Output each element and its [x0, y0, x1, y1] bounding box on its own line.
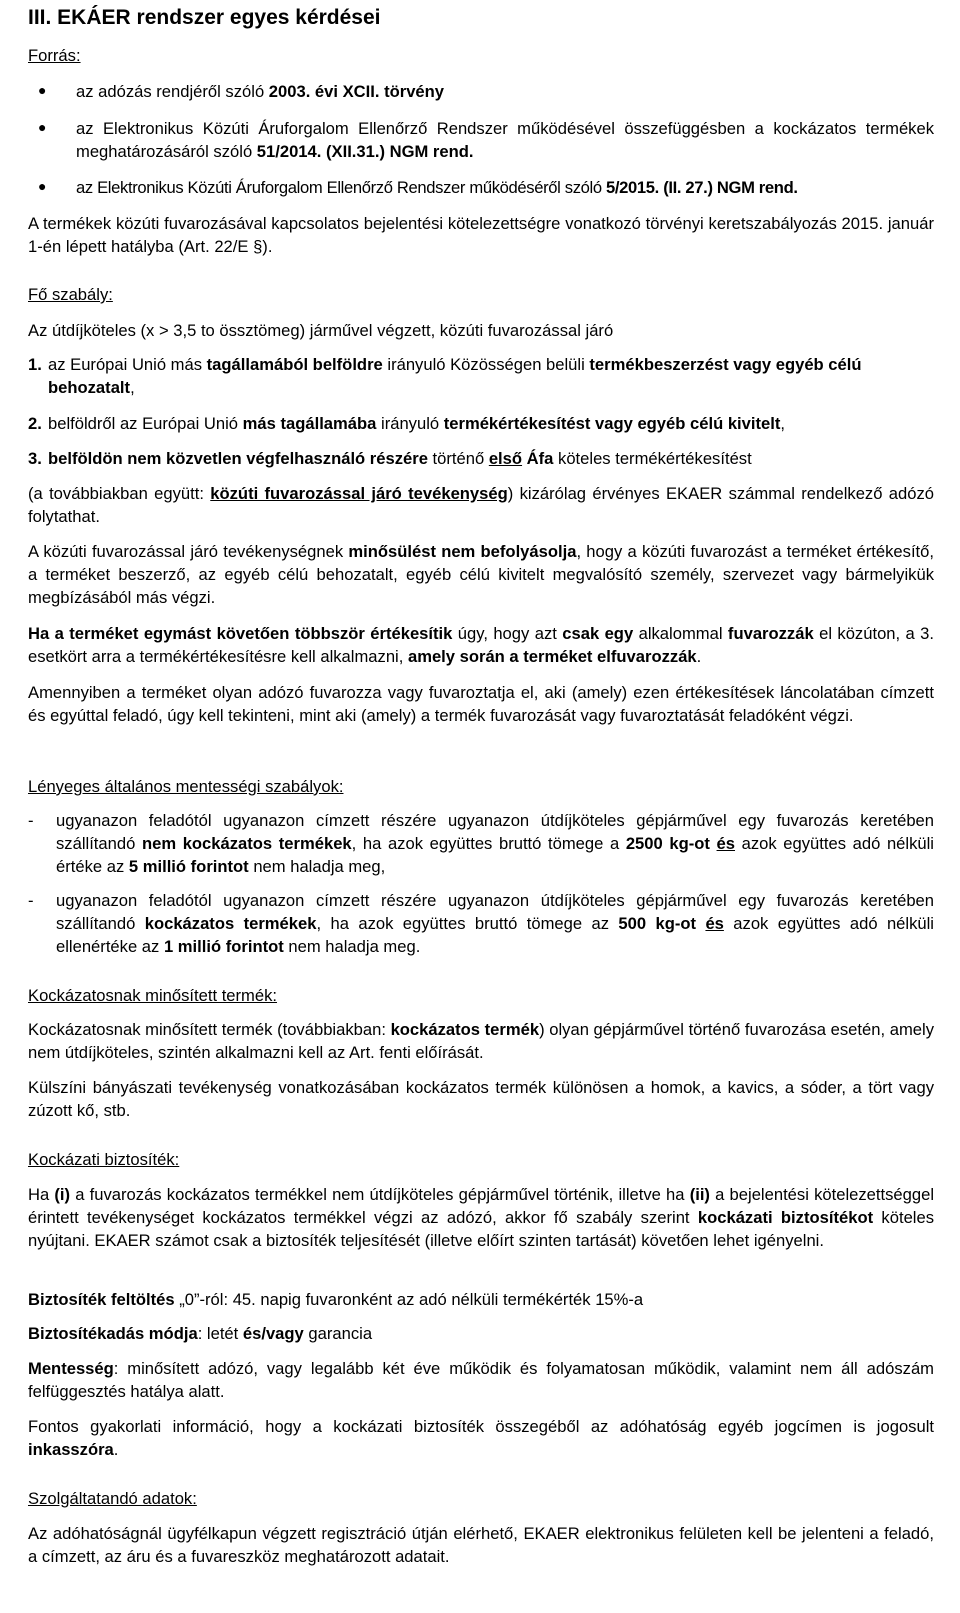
source-text: az Elektronikus Közúti Áruforgalom Ellenőrző Rendszer működésével összefüggésben a kockázatos termékek meghatározásáról szóló	[76, 119, 934, 161]
item-text: ,	[780, 414, 786, 433]
item-text: belföldről az Európai Unió	[48, 414, 243, 433]
item-text: , ha azok együttes bruttó tömege a	[351, 834, 626, 853]
paragraph-text: A közúti fuvarozással járó tevékenységnek	[28, 542, 349, 561]
paragraph-emphasis: Biztosíték feltöltés	[28, 1290, 175, 1309]
item-emphasis: nem kockázatos termékek	[141, 834, 352, 853]
paragraph-text: köteles nyújtani. EKAER számot csak a biztosíték teljesítését (illetve előírt szinten tartását) követően lehet igényelni.	[28, 1208, 935, 1250]
paragraph-emphasis: kockázatos termék	[390, 1020, 540, 1039]
item-emphasis: 500 kg-ot	[618, 914, 697, 933]
bullet-icon: ●	[38, 178, 47, 194]
item-emphasis: termékértékesítést vagy egyéb célú kivitelt	[443, 414, 781, 433]
item-emphasis: más tagállamába	[242, 414, 377, 433]
guarantee-paragraph-5	[28, 1415, 934, 1461]
item-text: nem haladja meg.	[283, 937, 421, 956]
paragraph-emphasis: csak egy	[562, 624, 634, 643]
paragraph-emphasis: Mentesség	[28, 1359, 114, 1378]
item-emphasis-underlined: és	[716, 834, 736, 853]
page-title: III. EKÁER rendszer egyes kérdései	[28, 6, 381, 29]
data-provision-paragraph: Az adóhatóságnál ügyfélkapun végzett regisztráció útján elérhető, EKAER elektronikus felületen kell be jelenteni a feladó, a címzett, az áru és a fuvareszköz meghatározott adatait.	[28, 1524, 934, 1566]
item-emphasis: 5 millió forintot	[128, 857, 249, 876]
item-text: az Európai Unió más	[48, 355, 207, 374]
item-text: köteles termékértékesítést	[553, 449, 752, 468]
paragraph-text: alkalommal	[633, 624, 728, 643]
paragraph-text: úgy, hogy azt	[452, 624, 563, 643]
paragraph-text: a fuvarozás kockázatos termékkel nem útdíjköteles gépjárművel történik, illetve ha	[70, 1185, 690, 1204]
source-law: 51/2014. (XII.31.) NGM rend.	[256, 142, 474, 161]
paragraph-emphasis: fuvarozzák	[727, 624, 814, 643]
paragraph-emphasis: amely során a terméket elfuvarozzák	[407, 647, 697, 666]
main-rule-item-2	[28, 412, 934, 435]
paragraph-emphasis-underlined: közúti fuvarozással járó tevékenység	[210, 484, 508, 503]
item-number: 1.	[28, 355, 42, 374]
intro-paragraph: A termékek közúti fuvarozásával kapcsolatos bejelentési kötelezettségre vonatkozó törvényi keretszabályozás 2015. január 1-én lépett hatályba (Art. 22/E §).	[28, 214, 934, 256]
paragraph-text: a bejelentési kötelezettséggel érintett tevékenységet kockázatos termékkel végzi az adózó, akkor fő szabály szerint	[28, 1185, 935, 1227]
item-text: ugyanazon feladótól ugyanazon címzett részére ugyanazon útdíjköteles gépjárművel egy fuvarozás keretében szállítandó	[56, 891, 934, 933]
item-text: ,	[130, 378, 135, 397]
guarantee-heading: Kockázati biztosíték:	[28, 1150, 180, 1169]
paragraph-text: .	[696, 647, 702, 666]
source-heading: Forrás:	[28, 46, 81, 65]
paragraph-text: ) kizárólag érvényes EKAER számmal rendelkező adózó folytathat.	[28, 484, 934, 526]
item-emphasis: Áfa	[526, 449, 554, 468]
item-emphasis: 2500 kg-ot	[625, 834, 710, 853]
paragraph-text: Kockázatosnak minősített termék (továbbiakban:	[28, 1020, 391, 1039]
data-provision-heading: Szolgáltatandó adatok:	[28, 1489, 197, 1508]
item-text: azok együttes adó nélküli ellenértéke az	[56, 914, 934, 956]
item-emphasis-underlined: első	[488, 449, 523, 468]
paragraph-text: (a továbbiakban együtt:	[28, 484, 211, 503]
guarantee-paragraph-3	[28, 1322, 934, 1345]
source-law: 5/2015. (II. 27.) NGM rend.	[606, 178, 798, 197]
item-text: irányuló	[376, 414, 444, 433]
item-emphasis: tagállamából belföldre	[206, 355, 383, 374]
item-number: 3.	[28, 449, 42, 468]
exemption-item-2	[28, 889, 934, 958]
source-item-2	[28, 117, 934, 163]
paragraph-text: garancia	[303, 1324, 373, 1343]
chain-paragraph: Amennyiben a terméket olyan adózó fuvarozza vagy fuvaroztatja el, aki (amely) ezen értékesítések láncolatában címzett és egyúttal feladó, úgy kell tekinteni, mint aki (amely) a termék fuvarozását vagy fuvaroztatását feladóként végzi.	[28, 683, 934, 725]
risky-product-paragraph-1	[28, 1018, 934, 1064]
paragraph-emphasis: kockázati biztosítékot	[697, 1208, 874, 1227]
source-law: 2003. évi XCII. törvény	[268, 82, 445, 101]
item-text	[710, 834, 717, 853]
item-emphasis: kockázatos termékek	[144, 914, 317, 933]
source-item-3	[28, 176, 934, 199]
main-rule-item-3	[28, 447, 934, 470]
paragraph-emphasis: és/vagy	[242, 1324, 304, 1343]
item-emphasis-underlined: és	[705, 914, 724, 933]
item-number: 2.	[28, 414, 42, 433]
dash-marker: -	[28, 811, 34, 830]
paragraph-text: el közúton, a 3. esetkört arra a termékértékesítésre kell alkalmazni,	[28, 624, 935, 666]
item-emphasis: termékbeszerzést vagy egyéb célú behozatalt	[48, 355, 862, 397]
item-text: , ha azok együttes bruttó tömege az	[316, 914, 619, 933]
item-text: történő	[427, 449, 489, 468]
multiple-sales-paragraph	[28, 622, 934, 668]
paragraph-emphasis: Biztosítékadás módja	[28, 1324, 198, 1343]
item-text: azok együttes adó nélküli értéke az	[56, 834, 934, 876]
main-rule-heading: Fő szabály:	[28, 285, 113, 304]
exemption-item-1	[28, 809, 934, 878]
main-rule-conclusion	[28, 482, 934, 528]
paragraph-emphasis: (ii)	[689, 1185, 710, 1204]
bullet-icon: ●	[38, 82, 47, 98]
paragraph-text: „0”-ról: 45. napig fuvaronként az adó nélküli termékérték 15%-a	[174, 1290, 644, 1309]
dash-marker: -	[28, 891, 34, 910]
source-item-1	[28, 80, 934, 103]
paragraph-text: , hogy a közúti fuvarozást a terméket értékesítő, a terméket beszerző, az egyéb célú behozatalt, egyéb célú kivitelt megvalósító személy, szervezet vagy bármelyikük megbízásából más végzi.	[28, 542, 934, 607]
paragraph-emphasis: minősülést nem befolyásolja	[348, 542, 577, 561]
main-rule-lead: Az útdíjköteles (x > 3,5 to össztömeg) járművel végzett, közúti fuvarozással járó	[28, 321, 614, 340]
source-text: az adózás rendjéről szóló	[76, 82, 269, 101]
paragraph-emphasis: (i)	[54, 1185, 71, 1204]
paragraph-text: .	[113, 1440, 119, 1459]
paragraph-emphasis: inkasszóra	[28, 1440, 114, 1459]
risky-product-paragraph-2: Külszíni bányászati tevékenység vonatkozásában kockázatos termék különösen a homok, a kavics, a sóder, a tört vagy zúzott kő, stb.	[28, 1078, 934, 1120]
paragraph-text: : minősített adózó, vagy legalább két éve működik és folyamatosan működik, valamint nem áll adószám felfüggesztés hatálya alatt.	[28, 1359, 934, 1401]
guarantee-paragraph-1	[28, 1183, 934, 1252]
qualification-paragraph	[28, 540, 934, 609]
item-text: ugyanazon feladótól ugyanazon címzett részére ugyanazon útdíjköteles gépjárművel egy fuvarozás keretében szállítandó	[56, 811, 934, 853]
bullet-icon: ●	[38, 119, 47, 135]
paragraph-text: Ha	[28, 1185, 55, 1204]
paragraph-text: : letét	[197, 1324, 243, 1343]
item-text: nem haladja meg,	[248, 857, 386, 876]
item-text: irányuló Közösségen belüli	[382, 355, 590, 374]
source-text: az Elektronikus Közúti Áruforgalom Ellenőrző Rendszer működéséről szóló	[76, 178, 607, 197]
paragraph-text: Fontos gyakorlati információ, hogy a kockázati biztosíték összegéből az adóhatóság egyéb jogcímen is jogosult	[28, 1417, 934, 1436]
paragraph-text: ) olyan gépjárművel történő fuvarozása esetén, amely nem útdíjköteles, szintén alkalmazni kell az Art. fenti előírását.	[28, 1020, 934, 1062]
guarantee-paragraph-4	[28, 1357, 934, 1403]
guarantee-paragraph-2	[28, 1288, 934, 1311]
item-emphasis: belföldön nem közvetlen végfelhasználó részére	[48, 449, 428, 468]
paragraph-emphasis: Ha a terméket egymást követően többször értékesítik	[28, 624, 453, 643]
main-rule-item-1	[28, 353, 934, 399]
item-emphasis: 1 millió forintot	[163, 937, 284, 956]
risky-product-heading: Kockázatosnak minősített termék:	[28, 986, 278, 1005]
exemptions-heading: Lényeges általános mentességi szabályok:	[28, 777, 344, 796]
